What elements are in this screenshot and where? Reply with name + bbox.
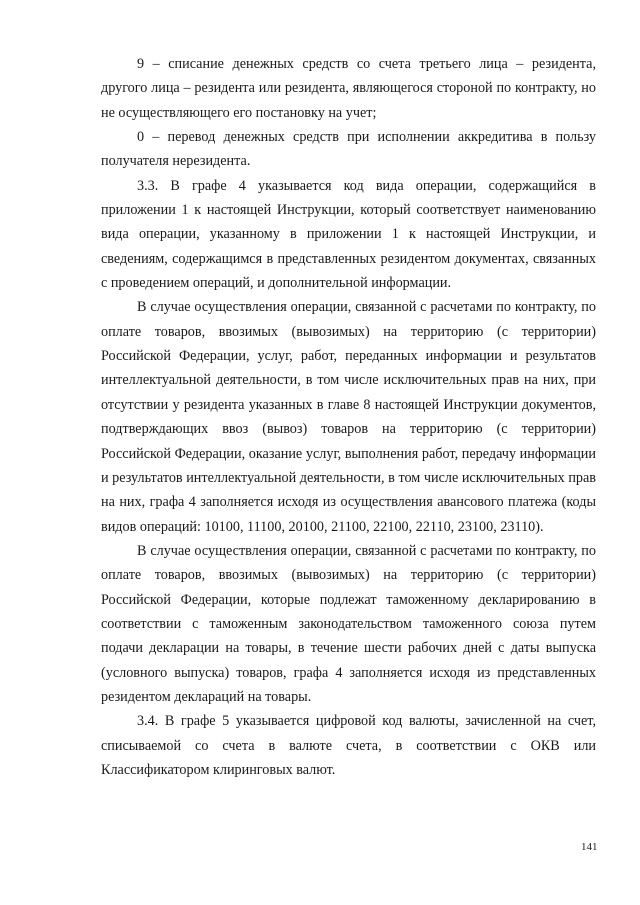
- paragraph-advance-payment: В случае осуществления операции, связанной с расчетами по контракту, по оплате товаров, ввозимых (вывозимых) на территорию (с территории) Российской Федерации, услуг, работ, переданных информации и результатов интеллектуальной деятельности, в том числе исключительных прав на них, при отсутствии у резидента указанных в главе 8 настоящей Инструкции документов, подтверждающих ввоз (вывоз) товаров на территорию (с территории) Российской Федерации, оказание услуг, выполнения работ, передачу информации и результатов интеллектуальной деятельности, в том числе исключительных прав на них, графа 4 заполняется исходя из осуществления авансового платежа (коды видов операций: 10100, 11100, 20100, 21100, 22100, 22110, 23100, 23110).: [101, 299, 596, 535]
- paragraph-3-4: 3.4. В графе 5 указывается цифровой код валюты, зачисленной на счет, списываемой со счета в валюте счета, в соответствии с ОКВ или Классификатором клиринговых валют.: [101, 713, 596, 778]
- paragraph-code-9: 9 – списание денежных средств со счета третьего лица – резидента, другого лица – резидента или резидента, являющегося стороной по контракту, но не осуществляющего его постановку на учет;: [101, 56, 596, 121]
- paragraph-customs-declaration: В случае осуществления операции, связанной с расчетами по контракту, по оплате товаров, ввозимых (вывозимых) на территорию (с территории) Российской Федерации, которые подлежат таможенному декларированию в соответствии с таможенным законодательством таможенного союза путем подачи декларации на товары, в течение шести рабочих дней с даты выпуска (условного выпуска) товаров, графа 4 заполняется исходя из представленных резидентом деклараций на товары.: [101, 542, 596, 705]
- page-number: 141: [581, 841, 598, 853]
- paragraph-code-0: 0 – перевод денежных средств при исполнении аккредитива в пользу получателя нерезидента.: [101, 129, 596, 170]
- paragraph-3-3: 3.3. В графе 4 указывается код вида операции, содержащийся в приложении 1 к настоящей Инструкции, который соответствует наименованию вида операции, указанному в приложении 1 к настоящей Инструкции, и сведениям, содержащимся в представленных резидентом документах, связанных с проведением операций, и дополнительной информации.: [101, 177, 596, 292]
- document-body: [101, 52, 596, 782]
